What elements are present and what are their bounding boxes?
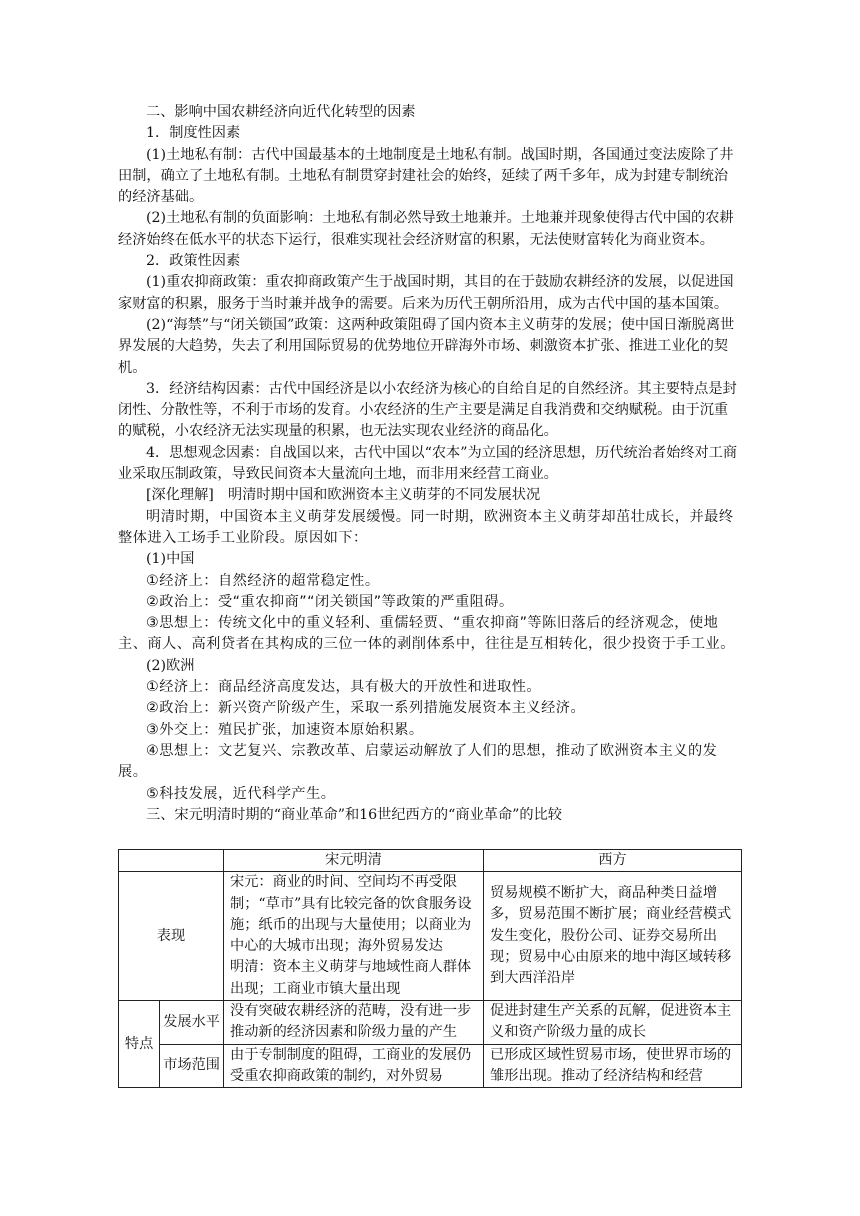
cell-shichang-west: 已形成区域性贸易市场，使世界市场的雏形出现。推动了经济结构和经营 <box>484 1044 742 1088</box>
subsection-2-title: 2．政策性因素 <box>146 253 241 270</box>
comparison-table <box>118 849 742 1088</box>
subsection-1-title: 1．制度性因素 <box>146 125 241 142</box>
paragraph-agriculture-policy: (1)重农抑商政策：重农抑商政策产生于战国时期，其目的在于鼓励农耕经济的发展，以促进国家财富的积累，服务于当时兼并战争的需要。后来为历代王朝所沿用，成为古代中国的基本国策。 <box>118 274 734 312</box>
europe-item: ②政治上：新兴资产阶级产生，采取一系列措施发展资本主义经济。 <box>146 700 586 717</box>
europe-item: ①经济上：商品经济高度发达，具有极大的开放性和进取性。 <box>146 679 542 696</box>
paragraph-land-ownership: (1)土地私有制：古代中国最基本的土地制度是土地私有制。战国时期，各国通过变法废除了井田制，确立了土地私有制。土地私有制贯穿封建社会的始终，延续了两千多年，成为封建专制统治的经济基础。 <box>118 146 734 206</box>
europe-item: ④思想上：文艺复兴、宗教改革、启蒙运动解放了人们的思想，推动了欧洲资本主义的发展。 <box>118 742 718 781</box>
paragraph-ideology: 4．思想观念因素：自战国以来，古代中国以“农本”为立国的经济思想，历代统治者始终对工商业采取压制政策，导致民间资本大量流向土地，而非用来经营工商业。 <box>118 444 738 483</box>
deep-tag: [深化理解] <box>146 487 214 504</box>
deep-intro: 明清时期，中国资本主义萌芽发展缓慢。同一时期，欧洲资本主义萌芽却茁壮成长，并最终整体进入工场手工业阶段。原因如下： <box>118 508 734 546</box>
section-3-title: 三、宋元明清时期的“商业革命”和16世纪西方的“商业革命”的比较 <box>146 806 562 823</box>
cell-shichang-china: 由于专制制度的阻碍，工商业的发展仍受重农抑商政策的制约，对外贸易 <box>224 1044 484 1088</box>
row-label-tedian: 特点 <box>119 1001 160 1088</box>
row-label-fazhan: 发展水平 <box>160 1001 224 1045</box>
row-label-shichang: 市场范围 <box>160 1044 224 1088</box>
header-songyuan: 宋元明清 <box>224 850 484 872</box>
table-row <box>119 1044 742 1088</box>
row-label-biaoxian: 表现 <box>119 872 224 1001</box>
cell-biaoxian-china: 宋元：商业的时间、空间均不再受限制；“草市”具有比较完备的饮食服务设施；纸币的出现与大量使用；以商业为中心的大城市出现；海外贸易发达 明清：资本主义萌芽与地域性商人群体出现；工商业市镇大量出现 <box>224 872 484 1001</box>
china-item: ③思想上：传统文化中的重义轻利、重儒轻贾、“重农抑商”等陈旧落后的经济观念，使地主、商人、高利贷者在其构成的三位一体的剥削体系中，往往是互相转化，很少投资于手工业。 <box>118 615 735 653</box>
header-west: 西方 <box>484 850 742 872</box>
china-item: ①经济上：自然经济的超常稳定性。 <box>146 572 380 589</box>
deep-title: 明清时期中国和欧洲资本主义萌芽的不同发展状况 <box>213 487 541 504</box>
cell-biaoxian-west: 贸易规模不断扩大，商品种类日益增多，贸易范围不断扩展；商业经营模式发生变化，股份公司、证券交易所出现；贸易中心由原来的地中海区域转移到大西洋沿岸 <box>484 872 742 1001</box>
document-body <box>118 102 742 826</box>
deep-understanding-heading <box>118 485 742 506</box>
cell-fazhan-west: 促进封建生产关系的瓦解，促进资本主义和资产阶级力量的成长 <box>484 1001 742 1045</box>
cell-fazhan-china: 没有突破农耕经济的范畴，没有进一步推动新的经济因素和阶级力量的产生 <box>224 1001 484 1045</box>
europe-item: ③外交上：殖民扩张，加速资本原始积累。 <box>146 721 424 738</box>
table-row <box>119 872 742 1001</box>
europe-item: ⑤科技发展，近代科学产生。 <box>146 785 336 802</box>
table-header-row <box>119 850 742 872</box>
paragraph-land-negative: (2)土地私有制的负面影响：土地私有制必然导致土地兼并。土地兼并现象使得古代中国的农耕经济始终在低水平的状态下运行，很难实现社会经济财富的积累，无法使财富转化为商业资本。 <box>118 210 734 248</box>
china-item: ②政治上：受“重农抑商”“闭关锁国”等政策的严重阻碍。 <box>146 593 514 610</box>
paragraph-sea-ban: (2)“海禁”与“闭关锁国”政策：这两种政策阻碍了国内资本主义萌芽的发展；使中国日渐脱离世界发展的大趋势，失去了利用国际贸易的优势地位开辟海外市场、刺激资本扩张、推进工业化的契机。 <box>118 316 735 376</box>
china-title: (1)中国 <box>146 551 195 568</box>
paragraph-economic-structure: 3．经济结构因素：古代中国经济是以小农经济为核心的自给自足的自然经济。其主要特点是封闭性、分散性等，不利于市场的发育。小农经济的生产主要是满足自我消费和交纳赋税。由于沉重的赋税，小农经济无法实现量的积累，也无法实现农业经济的商品化。 <box>118 380 737 440</box>
table-row <box>119 1001 742 1045</box>
europe-title: (2)欧洲 <box>146 657 195 674</box>
section-2-title: 二、影响中国农耕经济向近代化转型的因素 <box>146 104 416 120</box>
table-corner-cell <box>119 850 224 872</box>
